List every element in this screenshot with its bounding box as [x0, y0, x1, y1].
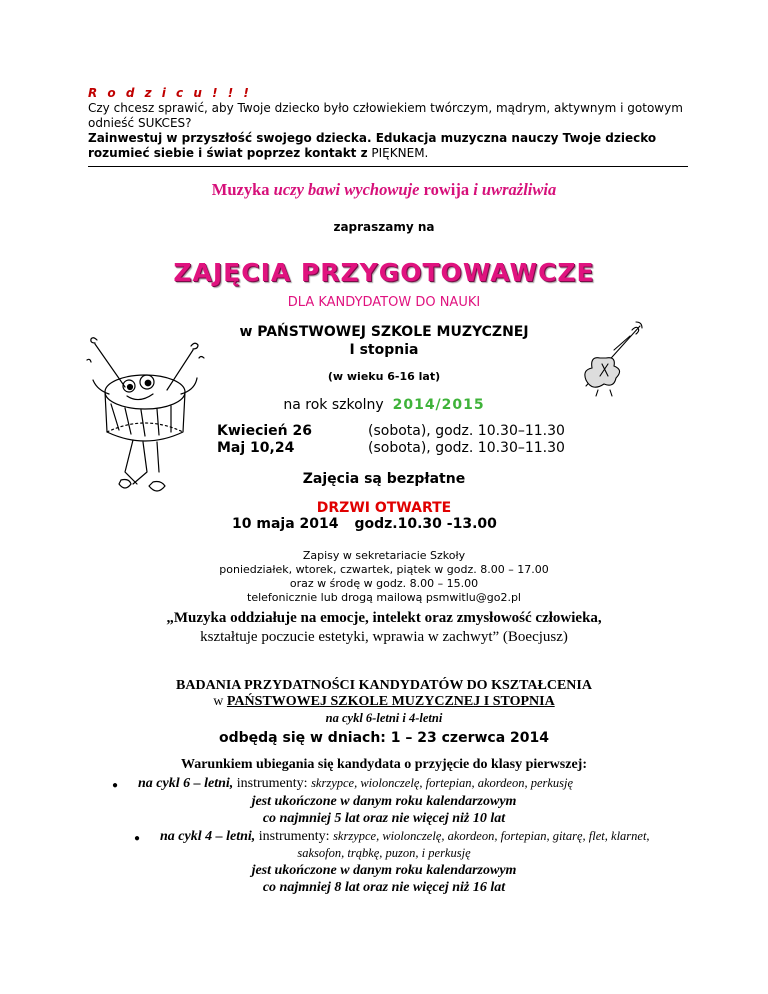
- intro-invest-bold: Zainwestuj w przyszłość swojego dziecka. Edukacja muzyczna nauczy Twoje dziecko rozumieć siebie i świat poprzez kontakt z: [88, 131, 657, 160]
- motto-word: bawi: [308, 180, 341, 199]
- registration-line: poniedziałek, wtorek, czwartek, piątek w godz. 8.00 – 17.00: [219, 563, 549, 576]
- motto-word: uczy: [273, 180, 304, 199]
- cycle6-label: na cykl 6 – letni,: [138, 776, 234, 791]
- exams-school-prefix: w: [213, 694, 227, 709]
- date-label: Maj 10,24: [217, 440, 295, 456]
- free-classes: Zajęcia są bezpłatne: [302, 471, 466, 487]
- open-day-label: DRZWI OTWARTE: [316, 500, 452, 516]
- cycle4-instruments2: saksofon, trąbkę, puzon, i perkusję: [297, 846, 471, 860]
- cycle6-instr-label: instrumenty:: [233, 776, 312, 791]
- school-year-label: na rok szkolny: [283, 397, 384, 413]
- violin-icon: [578, 318, 648, 398]
- open-day-time: godz.10.30 -13.00: [354, 516, 497, 532]
- bullet-icon: ●: [134, 833, 141, 844]
- page-title: ZAJĘCIA PRZYGOTOWAWCZE: [173, 258, 595, 287]
- date-time: (sobota), godz. 10.30–11.30: [368, 423, 565, 439]
- age-range: (w wieku 6-16 lat): [327, 370, 441, 383]
- cycle4-instr-label: instrumenty:: [255, 829, 334, 844]
- open-day-datetime: [232, 516, 497, 532]
- registration-line: oraz w środę w godz. 8.00 – 15.00: [289, 577, 479, 590]
- quote-line1: „Muzyka oddziałuje na emocje, intelekt oraz zmysłowość człowieka,: [166, 610, 602, 626]
- quote: [0, 609, 768, 647]
- cycle6-req1: jest ukończone w danym roku kalendarzowym: [251, 794, 517, 809]
- cycle4-req2: co najmniej 8 lat oraz nie więcej niż 16 lat: [262, 880, 506, 895]
- open-day-date: 10 maja 2014: [232, 516, 339, 532]
- school-year-value: 2014/2015: [392, 397, 485, 413]
- exams-school: [0, 694, 768, 710]
- exams-section: [0, 678, 768, 746]
- quote-author: (Boecjusz): [499, 629, 568, 645]
- registration-line: Zapisy w sekretariacie Szkoły: [302, 549, 466, 562]
- motto-word: wychowuje: [344, 180, 420, 199]
- motto-word: uwrażliwia: [481, 180, 557, 199]
- date-label: Kwiecień 26: [217, 423, 312, 439]
- exams-school-name: PAŃSTWOWEJ SZKOLE MUZYCZNEJ I STOPNIA: [226, 694, 555, 709]
- cycle4-label: na cykl 4 – letni,: [160, 829, 256, 844]
- cycle6-req2: co najmniej 5 lat oraz nie więcej niż 10 lat: [262, 811, 506, 826]
- exams-cycles: na cykl 6-letni i 4-letni: [325, 711, 443, 725]
- dates-list: [217, 423, 565, 457]
- registration-line: telefonicznie lub drogą mailową psmwitlu@go2.pl: [247, 591, 521, 604]
- intro-invest-end: PIĘKNEM.: [367, 146, 429, 160]
- cycle6-instruments: skrzypce, wiolonczelę, fortepian, akordeon, perkusję: [311, 776, 574, 790]
- cycle4-req1: jest ukończone w danym roku kalendarzowym: [251, 863, 517, 878]
- date-time: (sobota), godz. 10.30–11.30: [368, 440, 565, 456]
- school-level: I stopnia: [349, 342, 419, 358]
- intro-section: [88, 86, 688, 161]
- subtitle: DLA KANDYDATOW DO NAUKI: [287, 295, 481, 310]
- date-row: [217, 440, 565, 457]
- bullet-icon: ●: [112, 780, 119, 791]
- motto-word: i: [473, 180, 478, 199]
- intro-invest: [88, 131, 688, 161]
- quote-text: kształtuje poczucie estetyki, wprawia w zachwyt”: [200, 629, 500, 645]
- conditions-heading: Warunkiem ubiegania się kandydata o przyjęcie do klasy pierwszej:: [180, 757, 587, 772]
- invite-text: zapraszamy na: [333, 220, 435, 234]
- motto-line: [0, 180, 768, 200]
- cycle6-item: [112, 775, 718, 792]
- horizontal-rule: [88, 166, 688, 167]
- school-name: w PAŃSTWOWEJ SZKOLE MUZYCZNEJ: [239, 324, 529, 340]
- cycle4-item: [134, 828, 740, 845]
- motto-word: rowija: [423, 180, 470, 199]
- date-row: [217, 423, 565, 440]
- intro-heading: R o d z i c u ! ! !: [88, 86, 252, 100]
- motto-word: Muzyka: [211, 180, 270, 199]
- intro-question: Czy chcesz sprawić, aby Twoje dziecko było człowiekiem twórczym, mądrym, aktywnym i gotowym odnieść SUKCES?: [88, 101, 683, 130]
- exams-dates: odbędą się w dniach: 1 – 23 czerwca 2014: [219, 730, 549, 746]
- quote-line2: [0, 628, 768, 647]
- cycle4-instruments: skrzypce, wiolonczelę, akordeon, fortepian, gitarę, flet, klarnet,: [333, 829, 650, 843]
- registration-info: [0, 549, 768, 605]
- exams-heading: BADANIA PRZYDATNOŚCI KANDYDATÓW DO KSZTAŁCENIA: [176, 678, 592, 693]
